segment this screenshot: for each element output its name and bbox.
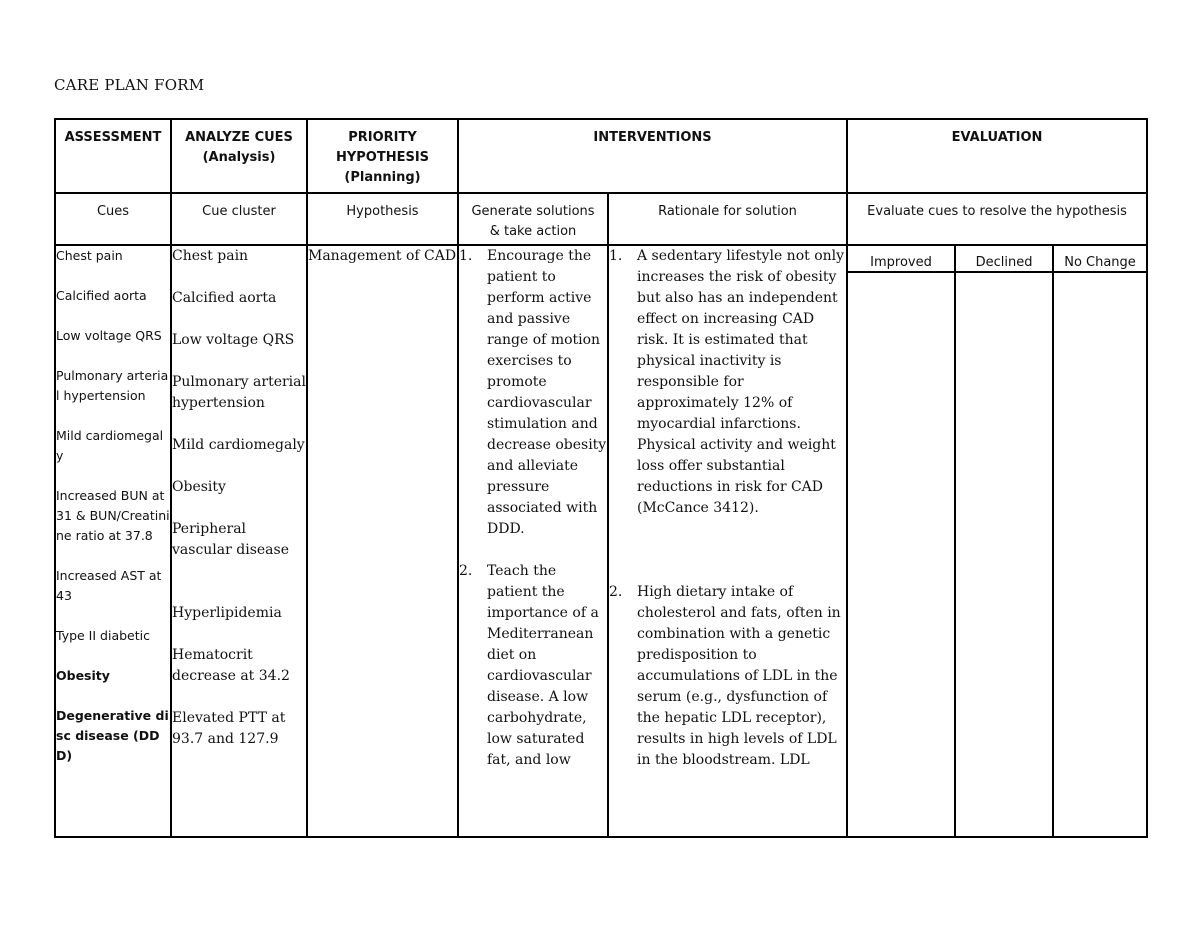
priority-header: PRIORITY [348, 130, 417, 145]
rationale-item [609, 246, 846, 519]
evaluation-column-declined [956, 246, 1054, 836]
solution-text: Teach the patient the importance of a Mediterranean diet on cardiovascular disease. A low carbohydrate, low saturated fat, and low [487, 563, 599, 768]
hypothesis-cell [307, 245, 458, 837]
cue-item: Degenerative disc disease (DDD) [56, 708, 169, 763]
cluster-item: Peripheral vascular disease [172, 521, 289, 558]
interventions-header-cell [458, 119, 847, 193]
cue-item: Calcified aorta [56, 288, 147, 303]
analyze-cues-header: ANALYZE CUES [185, 130, 293, 145]
hypothesis-text: Management of CAD [308, 248, 457, 264]
rationale-cell [608, 245, 847, 837]
cue-item: Type II diabetic [56, 628, 150, 643]
improved-label: Improved [848, 246, 954, 273]
hypothesis-header: HYPOTHESIS [335, 150, 430, 165]
solution-text: Encourage the patient to perform active and passive range of motion exercises to promote cardiovascular stimulation and decrease obesity and alleviate pressure associated with DDD. [487, 248, 607, 537]
rationale-number: 2. [609, 584, 623, 600]
cue-item: Chest pain [56, 248, 123, 263]
cue-item: Pulmonary arterial hypertension [56, 368, 169, 403]
page-title: CARE PLAN FORM [54, 76, 205, 94]
priority-header-cell [307, 119, 458, 193]
cluster-item: Mild cardiomegaly [172, 437, 305, 453]
cluster-item: Hematocrit decrease at 34.2 [172, 647, 290, 684]
rationale-text: A sedentary lifestyle not only increases the risk of obesity but also has an independent effect on increasing CAD risk. It is estimated that physical inactivity is responsible for approximately 12% of myocardial infarctions. Physical activity and weight loss offer substantial reductions in risk for CAD (McCance 3412). [637, 248, 845, 516]
solutions-cell [458, 245, 608, 837]
solution-item [459, 561, 607, 771]
no-change-label: No Change [1054, 246, 1146, 273]
cluster-item: Chest pain [172, 248, 249, 264]
take-action-subheader: & take action [489, 224, 577, 239]
header-row [55, 119, 1147, 193]
evaluation-header-cell [847, 119, 1147, 193]
evaluation-column-improved [848, 246, 956, 836]
cluster-item: Elevated PTT at 93.7 and 127.9 [172, 710, 286, 747]
cue-item: Increased BUN at 31 & BUN/Creatinine ratio at 37.8 [56, 488, 170, 543]
cluster-item: Hyperlipidemia [172, 605, 282, 621]
evaluation-cell [847, 245, 1147, 837]
declined-label: Declined [956, 246, 1052, 273]
assessment-header-cell [55, 119, 171, 193]
rationale-number: 1. [609, 248, 623, 264]
cues-subheader: Cues [96, 204, 130, 219]
evaluation-column-no-change [1054, 246, 1146, 836]
cue-cluster-cell [171, 245, 307, 837]
evaluation-header: EVALUATION [951, 130, 1043, 145]
solution-number: 1. [459, 248, 473, 264]
evaluation-grid [848, 246, 1146, 836]
subheader-row [55, 193, 1147, 245]
cluster-item: Calcified aorta [172, 290, 277, 306]
cue-item: Mild cardiomegaly [56, 428, 164, 463]
cue-item: Obesity [56, 668, 110, 683]
rationale-item [609, 582, 846, 771]
analyze-cues-subheader: (Analysis) [202, 150, 276, 165]
planning-header: (Planning) [344, 170, 421, 185]
cluster-item: Obesity [172, 479, 226, 495]
solution-item [459, 246, 607, 540]
cue-cluster-subheader: Cue cluster [202, 204, 276, 219]
hypothesis-subheader: Hypothesis [346, 204, 419, 219]
solution-number: 2. [459, 563, 473, 579]
assessment-header: ASSESSMENT [64, 130, 162, 145]
cues-cell [55, 245, 171, 837]
cue-item: Increased AST at 43 [56, 568, 162, 603]
generate-solutions-subheader: Generate solutions [471, 204, 595, 219]
rationale-text: High dietary intake of cholesterol and fats, often in combination with a genetic predisposition to accumulations of LDL in the serum (e.g., dysfunction of the hepatic LDL receptor), results in high levels of LDL in the bloodstream. LDL [637, 584, 841, 768]
analyze-cues-header-cell [171, 119, 307, 193]
rationale-subheader: Rationale for solution [658, 204, 797, 219]
care-plan-table [54, 118, 1148, 838]
cluster-item: Pulmonary arterial hypertension [172, 374, 306, 411]
cue-item: Low voltage QRS [56, 328, 162, 343]
content-row [55, 245, 1147, 837]
evaluate-subheader: Evaluate cues to resolve the hypothesis [867, 204, 1127, 219]
cluster-item: Low voltage QRS [172, 332, 295, 348]
interventions-header: INTERVENTIONS [593, 130, 712, 145]
